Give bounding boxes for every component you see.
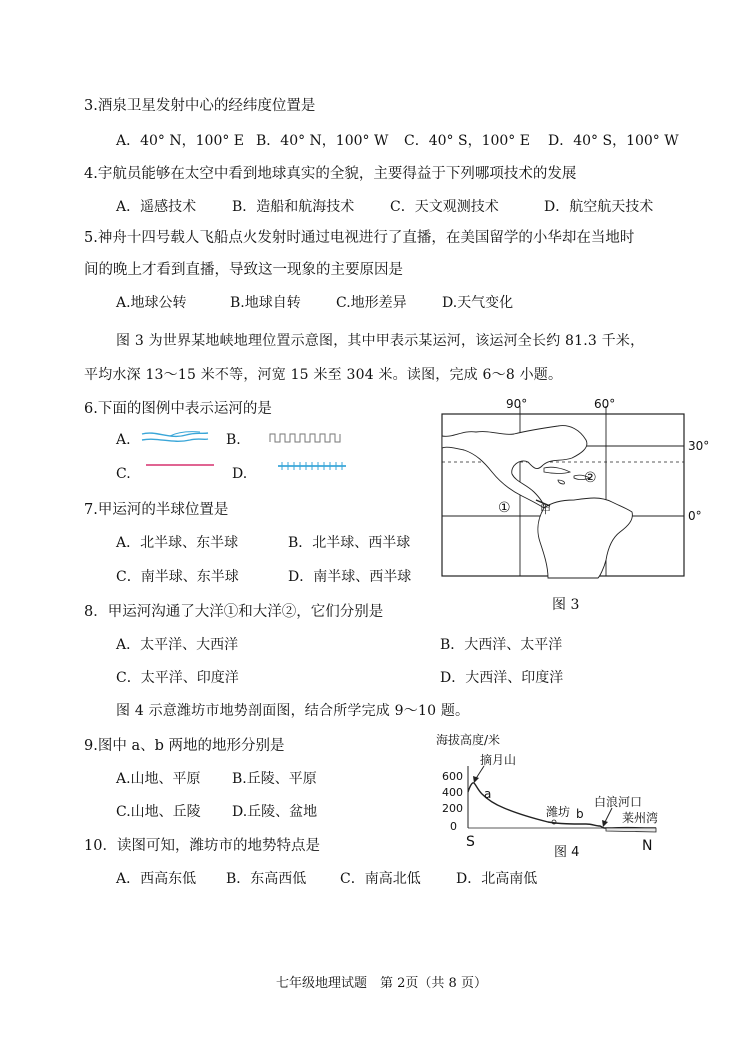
q4-option-c: C．天文观测技术 (390, 199, 499, 215)
q10-stem: 10．读图可知，潍坊市的地势特点是 (84, 838, 320, 854)
q8-stem: 8．甲运河沟通了大洋①和大洋②，它们分别是 (84, 604, 384, 620)
figure3-map (440, 396, 710, 580)
fig3-intro-line2: 平均水深 13～15 米不等，河宽 15 米至 304 米。读图，完成 6～8 小题。 (84, 367, 563, 383)
q9-option-d: D.丘陵、盆地 (232, 804, 318, 820)
fig4-intro: 图 4 示意潍坊市地势剖面图，结合所学完成 9～10 题。 (116, 703, 470, 719)
q7-option-b: B．北半球、西半球 (288, 535, 411, 551)
ytick-400: 400 (442, 786, 463, 799)
canal-label: 甲 (540, 503, 551, 516)
q4-option-b: B．造船和航海技术 (232, 199, 355, 215)
south-label: S (466, 834, 475, 850)
q6-stem: 6.下面的图例中表示运河的是 (84, 401, 272, 417)
peak-label: 摘月山 (480, 753, 517, 767)
q7-option-a: A．北半球、东半球 (116, 535, 239, 551)
ocean-1-label: ① (498, 500, 511, 516)
q9-option-b: B.丘陵、平原 (232, 771, 317, 787)
q8-option-b: B．大西洋、太平洋 (440, 637, 563, 653)
q6-option-c: C. (116, 466, 131, 482)
lon-label-60: 60° (594, 397, 616, 411)
q5-stem-line1: 5.神舟十四号载人飞船点火发射时通过电视进行了直播，在美国留学的小华却在当地时 (84, 230, 635, 246)
q10-option-a: A．西高东低 (116, 871, 197, 887)
q7-option-d: D．南半球、西半球 (288, 569, 412, 585)
q5-option-a: A.地球公转 (116, 295, 187, 311)
q8-option-d: D．大西洋、印度洋 (440, 670, 564, 686)
legend-d-canal-icon (276, 458, 348, 472)
legend-b-railway-icon (268, 430, 344, 444)
lat-label-30: 30° (688, 439, 710, 453)
fig3-intro-line1: 图 3 为世界某地峡地理位置示意图，其中甲表示某运河，该运河全长约 81.3 千米， (116, 333, 645, 349)
lon-label-90: 90° (506, 397, 528, 411)
q5-option-b: B.地球自转 (230, 295, 301, 311)
q9-option-a: A.山地、平原 (116, 771, 201, 787)
q10-option-c: C．南高北低 (340, 871, 421, 887)
point-a-label: a (484, 787, 492, 801)
q3-option-b: B．40° N，100° W (256, 133, 389, 149)
north-label: N (642, 838, 653, 854)
q5-option-c: C.地形差异 (336, 295, 407, 311)
q9-option-c: C.山地、丘陵 (116, 804, 201, 820)
river-mouth-label: 白浪河口 (594, 795, 643, 809)
lat-label-0: 0° (688, 509, 702, 523)
q7-stem: 7.甲运河的半球位置是 (84, 502, 229, 518)
q8-option-c: C．太平洋、印度洋 (116, 670, 239, 686)
page-footer: 七年级地理试题 第 2页（共 8 页） (276, 976, 487, 991)
y-axis-label: 海拔高度/米 (436, 733, 501, 747)
q4-option-a: A．遥感技术 (116, 199, 197, 215)
q9-stem: 9.图中 a、b 两地的地形分别是 (84, 738, 285, 754)
q10-option-b: B．东高西低 (226, 871, 307, 887)
q3-stem: 3.酒泉卫星发射中心的经纬度位置是 (84, 98, 316, 114)
q3-option-c: C．40° S，100° E (404, 133, 530, 149)
figure4-profile (436, 730, 686, 860)
q6-option-a: A. (116, 432, 131, 448)
point-b-label: b (576, 807, 584, 821)
figure3-caption: 图 3 (552, 597, 580, 613)
ytick-600: 600 (442, 770, 463, 783)
legend-c-boundary-icon (144, 460, 216, 470)
q4-stem: 4.宇航员能够在太空中看到地球真实的全貌，主要得益于下列哪项技术的发展 (84, 166, 577, 182)
weifang-label: 潍坊 (546, 805, 571, 819)
ocean-2-label: ② (584, 470, 597, 486)
bay-label: 莱州湾 (622, 811, 659, 825)
q7-option-c: C．南半球、东半球 (116, 569, 239, 585)
legend-a-river-icon (140, 428, 210, 448)
q8-option-a: A．太平洋、大西洋 (116, 637, 239, 653)
ytick-0: 0 (450, 820, 457, 833)
q6-option-d: D. (232, 466, 248, 482)
q5-option-d: D.天气变化 (442, 295, 514, 311)
q10-option-d: D．北高南低 (456, 871, 538, 887)
figure4-caption: 图 4 (554, 845, 580, 860)
q5-stem-line2: 间的晚上才看到直播，导致这一现象的主要原因是 (84, 262, 403, 278)
q4-option-d: D．航空航天技术 (544, 199, 654, 215)
q6-option-b: B. (226, 432, 241, 448)
q3-option-d: D．40° S，100° W (548, 133, 679, 149)
ytick-200: 200 (442, 802, 463, 815)
q3-option-a: A．40° N，100° E (116, 133, 245, 149)
